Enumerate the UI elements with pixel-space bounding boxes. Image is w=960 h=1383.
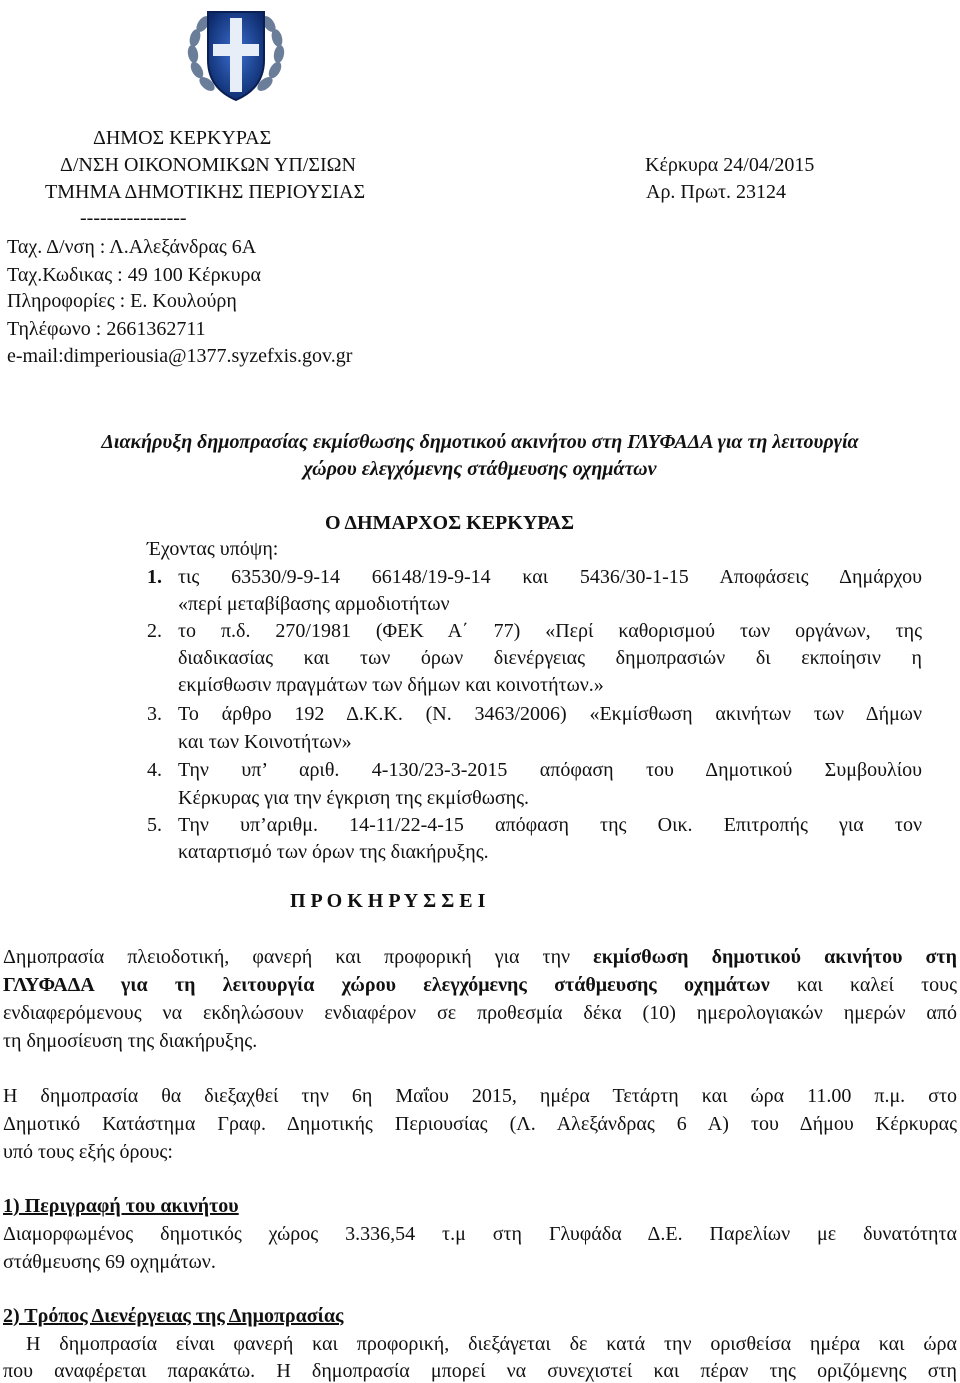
header-separator: ----------------	[80, 207, 187, 229]
paragraph-auction-line-4: τη δημοσίευση της διακήρυξης.	[3, 1030, 258, 1052]
list-item-text: Την υπ’αριθμ. 14-11/22-4-15 απόφαση της Οικ. Επιτροπής για τον	[178, 814, 922, 836]
org-name: ΔΗΜΟΣ ΚΕΡΚΥΡΑΣ	[93, 127, 272, 149]
document-title-line-2: χώρου ελεγχόμενης στάθμευσης οχημάτων	[303, 458, 657, 480]
document-title-line-1: Διακήρυξη δημοπρασίας εκμίσθωσης δημοτικού ακινήτου στη ΓΛΥΦΑΔΑ για τη λειτουργία	[101, 431, 859, 453]
postal-address: Ταχ. Δ/νση : Λ.Αλεξάνδρας 6Α	[7, 236, 257, 258]
place-and-date: Κέρκυρα 24/04/2015	[645, 154, 815, 176]
list-item-number: 4.	[147, 759, 162, 781]
paragraph-schedule-line-2: Δημοτικό Κατάστημα Γραφ. Δημοτικής Περιουσίας (Λ. Αλεξάνδρας 6 Α) του Δήμου Κέρκυρας	[3, 1113, 957, 1135]
paragraph-auction-line-1: Δημοπρασία πλειοδοτική, φανερή και προφορική για την εκμίσθωση δημοτικού ακινήτου στη	[3, 946, 957, 968]
list-item-text: καταρτισμό των όρων της διακήρυξης.	[178, 841, 489, 863]
section-1-heading: 1) Περιγραφή του ακινήτου	[3, 1195, 239, 1217]
list-item-text: διαδικασίας και των όρων διενέργειας δημοπρασιών δι εκποίησιν η	[178, 647, 922, 669]
list-item-text: το π.δ. 270/1981 (ΦΕΚ Α΄ 77) «Περί καθορισμού των οργάνων, της	[178, 620, 922, 642]
list-item-text: εκμίσθωσιν πραγμάτων των δήμων και κοινοτήτων.»	[178, 674, 604, 696]
section-1-text: Διαμορφωμένος δημοτικός χώρος 3.336,54 τ.μ στη Γλυφάδα Δ.Ε. Παρελίων με δυνατότητα	[3, 1223, 957, 1245]
paragraph-schedule-line-1: Η δημοπρασία θα διεξαχθεί την 6η Μαΐου 2015, ημέρα Τετάρτη και ώρα 11.00 π.μ. στο	[3, 1085, 957, 1107]
list-item-number: 2.	[147, 620, 162, 642]
postal-code: Ταχ.Κωδικας : 49 100 Κέρκυρα	[7, 264, 261, 286]
section-2-text: που αναφέρεται παρακάτω. Η δημοπρασία μπορεί να συνεχιστεί και πέραν της οριζόμενης στη	[3, 1360, 957, 1382]
list-item-text: Κέρκυρας για την έγκριση της εκμίσθωσης.	[178, 787, 530, 809]
list-item-text: και των Κοινοτήτων»	[178, 731, 352, 753]
email-address: e-mail:dimperiousia@1377.syzefxis.gov.gr	[7, 345, 353, 367]
list-item-text: Την υπ’ αριθ. 4-130/23-3-2015 απόφαση του Δημοτικού Συμβουλίου	[178, 759, 922, 781]
list-item-number: 3.	[147, 703, 162, 725]
list-item-text: «περί μεταβίβασης αρμοδιοτήτων	[178, 593, 450, 615]
protocol-number: Αρ. Πρωτ. 23124	[646, 181, 787, 203]
proclaims-heading: Π Ρ Ο Κ Η Ρ Υ Σ Σ Ε Ι	[290, 890, 486, 912]
paragraph-auction-line-2: ΓΛΥΦΑΔΑ για τη λειτουργία χώρου ελεγχόμενης στάθμευσης οχημάτων και καλεί τους	[3, 974, 957, 996]
list-item-text: Το άρθρο 192 Δ.Κ.Κ. (Ν. 3463/2006) «Εκμίσθωση ακινήτων των Δήμων	[178, 703, 922, 725]
considering-label: Έχοντας υπόψη:	[147, 538, 279, 560]
list-item-number: 5.	[147, 814, 162, 836]
paragraph-auction-line-3: ενδιαφερόμενους να εκδηλώσουν ενδιαφέρον σε προθεσμία δέκα (10) ημερολογιακών ημερών από	[3, 1002, 957, 1024]
phone-number: Τηλέφωνο : 2661362711	[7, 318, 206, 340]
list-item-number: 1.	[147, 566, 162, 588]
contact-person: Πληροφορίες : Ε. Κουλούρη	[7, 290, 237, 312]
list-item-text: τις 63530/9-9-14 66148/19-9-14 και 5436/30-1-15 Αποφάσεις Δημάρχου	[178, 566, 922, 588]
org-directorate: Δ/ΝΣΗ ΟΙΚΟΝΟΜΙΚΩΝ ΥΠ/ΣΙΩΝ	[60, 154, 356, 176]
org-department: ΤΜΗΜΑ ΔΗΜΟΤΙΚΗΣ ΠΕΡΙΟΥΣΙΑΣ	[45, 181, 366, 203]
section-2-heading: 2) Τρόπος Διενέργειας της Δημοπρασίας	[3, 1305, 344, 1327]
section-2-text: Η δημοπρασία είναι φανερή και προφορική, διεξάγεται δε κατά την ορισθείσα ημέρα και ώρα	[26, 1333, 957, 1355]
paragraph-schedule-line-3: υπό τους εξής όρους:	[3, 1141, 173, 1163]
section-1-text: στάθμευσης 69 οχημάτων.	[3, 1251, 216, 1273]
mayor-heading: Ο ΔΗΜΑΡΧΟΣ ΚΕΡΚΥΡΑΣ	[325, 512, 575, 534]
greek-coat-of-arms-emblem	[183, 0, 289, 108]
